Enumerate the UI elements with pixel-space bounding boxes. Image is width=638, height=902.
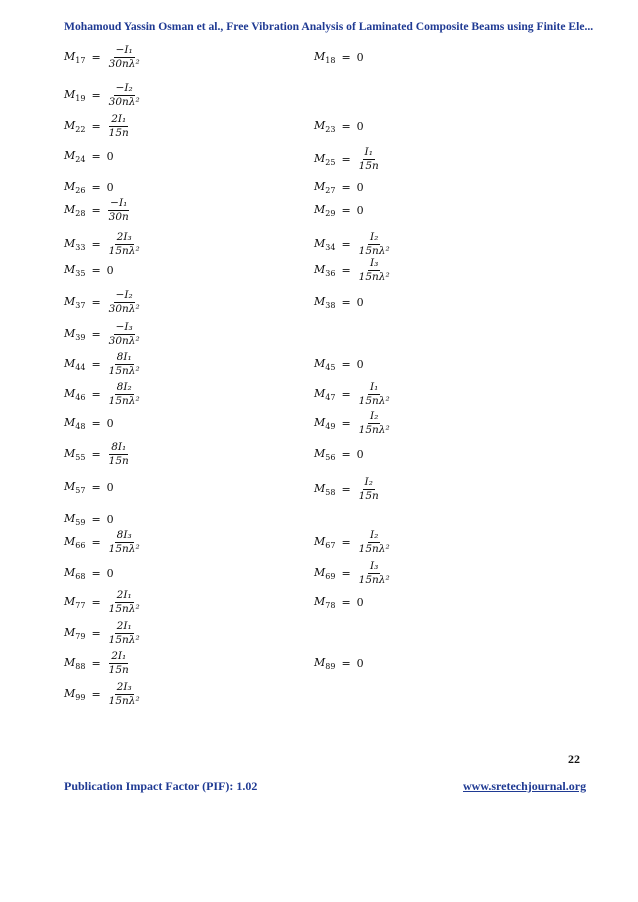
lhs-subscript: 35	[75, 268, 86, 278]
equation-lhs	[64, 180, 85, 195]
fraction-numerator: I₃	[369, 559, 379, 572]
lhs-subscript: 36	[325, 268, 336, 278]
equation-lhs	[64, 447, 85, 462]
fraction-denominator: 15n	[358, 159, 379, 172]
equals-sign: =	[91, 512, 101, 526]
lhs-subscript: 67	[325, 540, 336, 550]
lhs-symbol: M	[314, 594, 326, 608]
footer-website-link[interactable]: www.sretechjournal.org	[463, 779, 587, 793]
fraction	[107, 197, 131, 224]
lhs-subscript: 26	[75, 185, 86, 195]
fraction-denominator: 15n	[108, 663, 129, 676]
lhs-symbol: M	[314, 415, 326, 429]
lhs-subscript: 22	[75, 124, 86, 134]
equation-lhs	[64, 416, 85, 431]
equation-value: 0	[356, 119, 364, 133]
lhs-symbol: M	[64, 686, 76, 700]
lhs-subscript: 29	[325, 208, 336, 218]
fraction-numerator: −I₂	[115, 288, 133, 301]
lhs-subscript: 77	[75, 600, 86, 610]
fraction	[357, 231, 392, 258]
equation-lhs	[64, 88, 85, 103]
equals-sign: =	[341, 656, 351, 670]
equation-m29	[314, 195, 364, 225]
equation-lhs	[64, 626, 85, 641]
fraction	[107, 681, 142, 708]
fraction-denominator: 15nλ²	[108, 694, 140, 707]
equation-m38	[314, 287, 364, 317]
equation-m78	[314, 587, 364, 617]
equation-lhs	[64, 512, 85, 527]
fraction-numerator: 2I₃	[116, 230, 132, 243]
fraction-numerator: 8I₂	[116, 380, 132, 393]
equals-sign: =	[91, 687, 101, 701]
equation-lhs	[64, 480, 85, 495]
equation-lhs	[64, 566, 85, 581]
lhs-symbol: M	[64, 594, 76, 608]
equation-lhs	[314, 237, 335, 252]
fraction-numerator: 2I₁	[111, 649, 127, 662]
lhs-symbol: M	[64, 118, 76, 132]
lhs-subscript: 37	[75, 300, 86, 310]
equation-lhs	[314, 357, 335, 372]
equation-lhs	[64, 149, 85, 164]
equation-lhs	[64, 687, 85, 702]
equation-m45	[314, 349, 364, 379]
equals-sign: =	[341, 263, 351, 277]
running-header: Mohamoud Yassin Osman et al., Free Vibration Analysis of Laminated Composite Beams using Finite Ele...	[64, 20, 594, 33]
equation-value: 0	[106, 566, 114, 580]
lhs-symbol: M	[64, 262, 76, 276]
lhs-symbol: M	[314, 179, 326, 193]
equals-sign: =	[91, 595, 101, 609]
lhs-symbol: M	[64, 386, 76, 400]
fraction	[107, 381, 142, 408]
equation-value: 0	[106, 263, 114, 277]
equation-m79	[64, 618, 142, 648]
equation-m99	[64, 679, 142, 709]
lhs-symbol: M	[64, 446, 76, 460]
equation-lhs	[64, 295, 85, 310]
equation-lhs	[314, 203, 335, 218]
lhs-subscript: 27	[325, 185, 336, 195]
lhs-subscript: 78	[325, 600, 336, 610]
equals-sign: =	[341, 447, 351, 461]
lhs-subscript: 23	[325, 124, 336, 134]
equation-m55	[64, 439, 131, 469]
equation-lhs	[64, 203, 85, 218]
equation-m18	[314, 42, 364, 72]
lhs-subscript: 58	[325, 487, 336, 497]
equation-value: 0	[106, 416, 114, 430]
equals-sign: =	[91, 180, 101, 194]
equals-sign: =	[341, 566, 351, 580]
equation-lhs	[64, 263, 85, 278]
equals-sign: =	[91, 263, 101, 277]
equation-m22	[64, 111, 131, 141]
lhs-symbol: M	[64, 236, 76, 250]
lhs-symbol: M	[314, 565, 326, 579]
lhs-symbol: M	[64, 49, 76, 63]
fraction-denominator: 15n	[358, 489, 379, 502]
equation-value: 0	[356, 50, 364, 64]
equals-sign: =	[91, 88, 101, 102]
lhs-symbol: M	[314, 294, 326, 308]
fraction	[107, 620, 142, 647]
equation-lhs	[314, 50, 335, 65]
fraction-denominator: 15nλ²	[358, 542, 390, 555]
lhs-symbol: M	[64, 479, 76, 493]
equation-lhs	[314, 447, 335, 462]
fraction	[357, 257, 392, 284]
fraction-denominator: 15nλ²	[108, 542, 140, 555]
equation-lhs	[314, 566, 335, 581]
equals-sign: =	[341, 152, 351, 166]
equation-m19	[64, 80, 142, 110]
lhs-subscript: 49	[325, 421, 336, 431]
equals-sign: =	[341, 357, 351, 371]
lhs-subscript: 38	[325, 300, 336, 310]
equation-m28	[64, 195, 131, 225]
lhs-symbol: M	[314, 262, 326, 276]
lhs-symbol: M	[314, 386, 326, 400]
fraction-denominator: 15nλ²	[108, 633, 140, 646]
fraction-numerator: I₃	[369, 256, 379, 269]
equation-lhs	[64, 357, 85, 372]
fraction-denominator: 15n	[108, 126, 129, 139]
equals-sign: =	[91, 203, 101, 217]
lhs-subscript: 69	[325, 571, 336, 581]
fraction-numerator: 8I₁	[116, 350, 132, 363]
fraction-numerator: −I₁	[110, 196, 128, 209]
equals-sign: =	[341, 50, 351, 64]
lhs-subscript: 59	[75, 517, 86, 527]
fraction	[357, 529, 392, 556]
equation-m69	[314, 558, 392, 588]
fraction-numerator: 2I₃	[116, 680, 132, 693]
fraction-denominator: 30nλ²	[108, 334, 140, 347]
fraction-denominator: 15nλ²	[108, 602, 140, 615]
fraction-numerator: I₁	[369, 380, 379, 393]
equation-m44	[64, 349, 142, 379]
fraction-denominator: 30n	[108, 210, 129, 223]
equation-value: 0	[106, 180, 114, 194]
lhs-subscript: 39	[75, 332, 86, 342]
fraction	[107, 351, 142, 378]
lhs-subscript: 99	[75, 692, 86, 702]
lhs-symbol: M	[64, 87, 76, 101]
equals-sign: =	[91, 357, 101, 371]
lhs-symbol: M	[314, 118, 326, 132]
lhs-subscript: 48	[75, 421, 86, 431]
equation-value: 0	[356, 295, 364, 309]
equation-m25	[314, 144, 381, 174]
equation-lhs	[64, 119, 85, 134]
equals-sign: =	[341, 237, 351, 251]
lhs-subscript: 89	[325, 661, 336, 671]
fraction-numerator: I₂	[369, 230, 379, 243]
fraction-numerator: I₁	[364, 145, 373, 158]
equals-sign: =	[91, 416, 101, 430]
equals-sign: =	[91, 237, 101, 251]
equation-value: 0	[106, 480, 114, 494]
equation-m67	[314, 527, 392, 557]
fraction	[107, 321, 142, 348]
equals-sign: =	[341, 416, 351, 430]
footer-impact-factor: Publication Impact Factor (PIF): 1.02	[64, 779, 258, 793]
fraction	[107, 231, 142, 258]
lhs-subscript: 34	[325, 242, 336, 252]
fraction-denominator: 30nλ²	[108, 95, 140, 108]
equals-sign: =	[91, 119, 101, 133]
fraction-numerator: 2I₁	[116, 619, 132, 632]
lhs-subscript: 17	[75, 55, 86, 65]
lhs-subscript: 28	[75, 208, 86, 218]
equation-lhs	[314, 416, 335, 431]
fraction	[357, 560, 392, 587]
equation-m37	[64, 287, 142, 317]
equals-sign: =	[91, 626, 101, 640]
equals-sign: =	[341, 119, 351, 133]
fraction	[107, 113, 131, 140]
lhs-subscript: 46	[75, 392, 86, 402]
lhs-symbol: M	[64, 625, 76, 639]
fraction	[107, 589, 142, 616]
equation-m46	[64, 379, 142, 409]
equation-value: 0	[106, 149, 114, 163]
equals-sign: =	[341, 295, 351, 309]
lhs-subscript: 45	[325, 362, 336, 372]
fraction-denominator: 15nλ²	[108, 244, 140, 257]
equation-lhs	[64, 535, 85, 550]
equation-lhs	[314, 295, 335, 310]
equation-value: 0	[356, 203, 364, 217]
equation-m56	[314, 439, 364, 469]
equation-value: 0	[106, 512, 114, 526]
lhs-subscript: 24	[75, 154, 86, 164]
lhs-symbol: M	[314, 655, 326, 669]
equals-sign: =	[341, 203, 351, 217]
equals-sign: =	[91, 327, 101, 341]
fraction	[107, 650, 131, 677]
lhs-symbol: M	[64, 294, 76, 308]
lhs-subscript: 88	[75, 661, 86, 671]
equals-sign: =	[91, 387, 101, 401]
lhs-symbol: M	[314, 202, 326, 216]
equals-sign: =	[91, 535, 101, 549]
equals-sign: =	[91, 447, 101, 461]
lhs-subscript: 68	[75, 571, 86, 581]
lhs-subscript: 18	[325, 55, 336, 65]
equation-m66	[64, 527, 142, 557]
equation-m36	[314, 255, 392, 285]
lhs-symbol: M	[64, 655, 76, 669]
fraction	[107, 289, 142, 316]
lhs-subscript: 57	[75, 485, 86, 495]
lhs-subscript: 55	[75, 452, 86, 462]
fraction-numerator: −I₁	[115, 43, 133, 56]
fraction	[357, 381, 392, 408]
fraction-numerator: I₂	[369, 409, 379, 422]
equals-sign: =	[91, 149, 101, 163]
lhs-symbol: M	[314, 481, 326, 495]
fraction	[357, 476, 381, 503]
fraction-numerator: 2I₁	[116, 588, 132, 601]
equation-m88	[64, 648, 131, 678]
lhs-subscript: 19	[75, 93, 86, 103]
equation-lhs	[64, 237, 85, 252]
equation-m24	[64, 141, 114, 171]
lhs-symbol: M	[64, 326, 76, 340]
equation-lhs	[314, 387, 335, 402]
equation-m17	[64, 42, 142, 72]
equation-value: 0	[356, 357, 364, 371]
lhs-symbol: M	[64, 202, 76, 216]
lhs-symbol: M	[64, 534, 76, 548]
lhs-symbol: M	[64, 415, 76, 429]
lhs-symbol: M	[314, 534, 326, 548]
equation-lhs	[314, 535, 335, 550]
fraction-denominator: 15nλ²	[358, 244, 390, 257]
fraction-numerator: I₂	[364, 475, 373, 488]
lhs-subscript: 66	[75, 540, 86, 550]
fraction	[357, 410, 392, 437]
fraction	[107, 82, 142, 109]
equation-lhs	[314, 595, 335, 610]
equation-value: 0	[356, 656, 364, 670]
fraction-denominator: 15nλ²	[358, 394, 390, 407]
equation-m48	[64, 408, 114, 438]
fraction	[107, 441, 131, 468]
equation-lhs	[314, 119, 335, 134]
equals-sign: =	[341, 482, 351, 496]
equation-lhs	[64, 387, 85, 402]
fraction-denominator: 15nλ²	[358, 423, 390, 436]
lhs-symbol: M	[314, 356, 326, 370]
fraction-denominator: 15nλ²	[358, 573, 390, 586]
equation-m57	[64, 472, 114, 502]
equation-m77	[64, 587, 142, 617]
fraction-numerator: −I₃	[115, 320, 133, 333]
equation-value: 0	[356, 595, 364, 609]
fraction-numerator: 8I₃	[116, 528, 132, 541]
equals-sign: =	[341, 180, 351, 194]
equation-lhs	[314, 656, 335, 671]
equals-sign: =	[91, 295, 101, 309]
lhs-symbol: M	[64, 511, 76, 525]
equals-sign: =	[91, 480, 101, 494]
lhs-subscript: 33	[75, 242, 86, 252]
fraction-denominator: 15nλ²	[108, 364, 140, 377]
equation-m58	[314, 474, 381, 504]
equation-lhs	[64, 50, 85, 65]
fraction-numerator: I₂	[369, 528, 379, 541]
equation-value: 0	[356, 447, 364, 461]
equals-sign: =	[341, 595, 351, 609]
fraction-numerator: 8I₁	[111, 440, 127, 453]
equation-lhs	[64, 595, 85, 610]
equals-sign: =	[341, 387, 351, 401]
fraction-denominator: 15n	[108, 454, 129, 467]
equation-m89	[314, 648, 364, 678]
lhs-subscript: 56	[325, 452, 336, 462]
lhs-symbol: M	[314, 49, 326, 63]
equation-m47	[314, 379, 392, 409]
fraction-denominator: 15nλ²	[358, 270, 390, 283]
equation-lhs	[64, 656, 85, 671]
equals-sign: =	[91, 566, 101, 580]
fraction-denominator: 30nλ²	[108, 302, 140, 315]
fraction	[107, 529, 142, 556]
equals-sign: =	[341, 535, 351, 549]
equals-sign: =	[91, 656, 101, 670]
fraction-numerator: 2I₁	[111, 112, 127, 125]
lhs-symbol: M	[314, 151, 326, 165]
lhs-symbol: M	[64, 148, 76, 162]
fraction-denominator: 15nλ²	[108, 394, 140, 407]
equation-lhs	[314, 180, 335, 195]
equation-lhs	[314, 263, 335, 278]
lhs-symbol: M	[64, 565, 76, 579]
lhs-symbol: M	[64, 356, 76, 370]
lhs-subscript: 44	[75, 362, 86, 372]
equation-m49	[314, 408, 392, 438]
lhs-subscript: 25	[325, 157, 336, 167]
equation-m23	[314, 111, 364, 141]
equals-sign: =	[91, 50, 101, 64]
lhs-subscript: 79	[75, 631, 86, 641]
fraction-denominator: 30nλ²	[108, 57, 140, 70]
lhs-symbol: M	[64, 179, 76, 193]
fraction	[107, 44, 142, 71]
page-number: 22	[568, 752, 580, 766]
lhs-subscript: 47	[325, 392, 336, 402]
equation-lhs	[314, 152, 335, 167]
lhs-symbol: M	[314, 446, 326, 460]
equation-lhs	[64, 327, 85, 342]
fraction	[357, 146, 381, 173]
equation-m68	[64, 558, 114, 588]
fraction-numerator: −I₂	[115, 81, 133, 94]
equation-m39	[64, 319, 142, 349]
equation-value: 0	[356, 180, 364, 194]
equation-m35	[64, 255, 114, 285]
equation-lhs	[314, 482, 335, 497]
lhs-symbol: M	[314, 236, 326, 250]
